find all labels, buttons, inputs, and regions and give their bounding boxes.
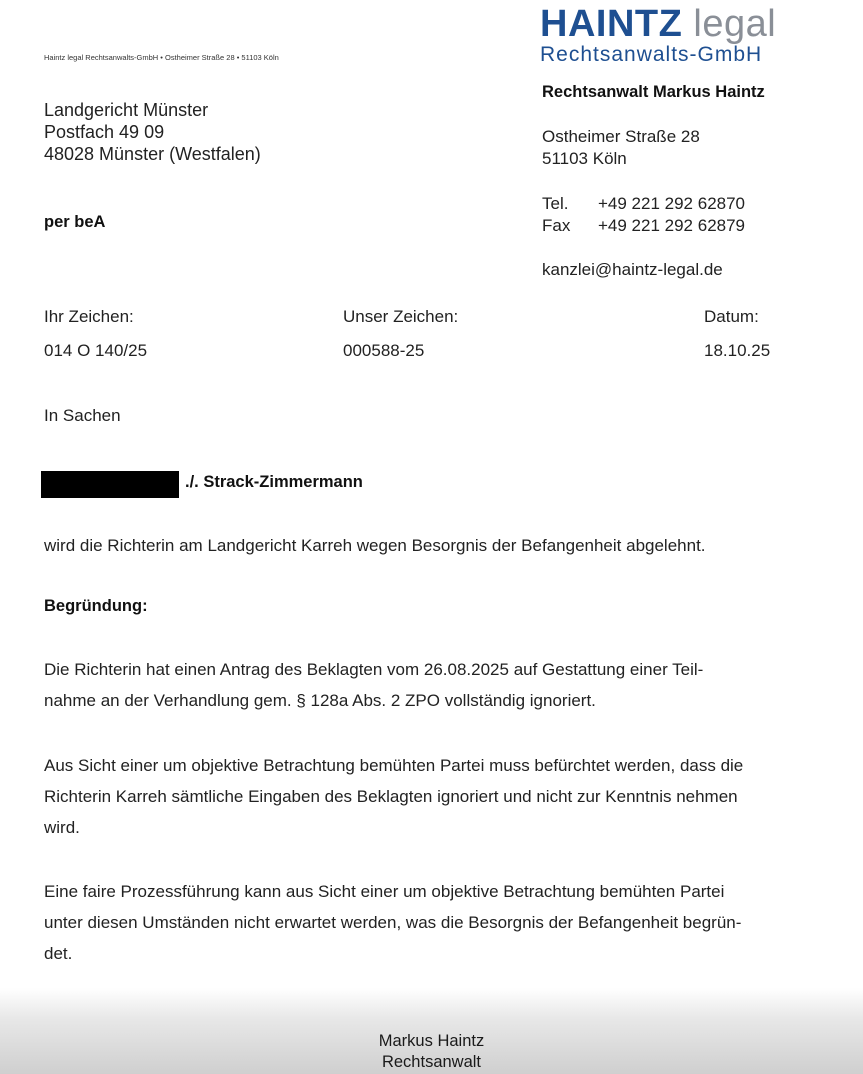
sender-address <box>542 126 700 170</box>
signature-name: Markus Haintz <box>378 1032 485 1050</box>
motion-line: wird die Richterin am Landgericht Karreh wegen Besorgnis der Befangenheit abgelehnt. <box>44 536 706 555</box>
signature-title: Rechtsanwalt <box>381 1053 482 1071</box>
sender-street: Ostheimer Straße 28 <box>542 127 700 146</box>
parties: ./. Strack-Zimmermann <box>185 473 363 491</box>
paragraph-line: Die Richterin hat einen Antrag des Beklagten vom 26.08.2025 auf Gestattung einer Teil- <box>44 660 704 679</box>
signature-block <box>0 1031 863 1073</box>
phone-label: Tel. <box>542 194 569 213</box>
fax-number: +49 221 292 62879 <box>598 216 746 235</box>
sender-city: 51103 Köln <box>542 149 627 168</box>
datum-value: 18.10.25 <box>704 341 771 360</box>
paragraph-line: Richterin Karreh sämtliche Eingaben des Beklagten ignoriert und nicht zur Kenntnis nehmen <box>44 787 738 806</box>
redacted-party <box>41 471 179 498</box>
logo-suffix: legal <box>693 3 777 45</box>
unser-zeichen-label: Unser Zeichen: <box>343 307 459 326</box>
paragraph-line: unter diesen Umständen nicht erwartet werden, was die Besorgnis der Befangenheit begrün- <box>44 913 742 932</box>
recipient-address <box>44 99 261 165</box>
lawyer-name: Rechtsanwalt Markus Haintz <box>542 83 765 101</box>
paragraph-3 <box>44 876 741 969</box>
logo-subtitle: Rechtsanwalts-GmbH <box>540 43 763 66</box>
sender-return-line: Haintz legal Rechtsanwalts-GmbH • Ostheimer Straße 28 • 51103 Köln <box>44 53 279 62</box>
company-logo <box>540 2 776 46</box>
paragraph-line: Eine faire Prozessführung kann aus Sicht einer um objektive Betrachtung bemühten Partei <box>44 882 725 901</box>
paragraph-2 <box>44 750 743 843</box>
motion-text <box>44 530 706 561</box>
email-address: kanzlei@haintz-legal.de <box>542 260 723 279</box>
ihr-zeichen-value: 014 O 140/25 <box>44 341 148 360</box>
contact-block <box>542 193 745 237</box>
delivery-method: per beA <box>44 213 106 231</box>
recipient-line-3: 48028 Münster (Westfalen) <box>44 144 261 164</box>
datum-label: Datum: <box>704 307 759 326</box>
section-heading: Begründung: <box>44 597 148 615</box>
paragraph-line: det. <box>44 944 73 963</box>
ihr-zeichen-label: Ihr Zeichen: <box>44 307 134 326</box>
paragraph-line: Aus Sicht einer um objektive Betrachtung bemühten Partei muss befürchtet werden, dass die <box>44 756 744 775</box>
fax-label: Fax <box>542 216 571 235</box>
phone-number: +49 221 292 62870 <box>598 194 746 213</box>
paragraph-line: nahme an der Verhandlung gem. § 128a Abs. 2 ZPO vollständig ignoriert. <box>44 691 596 710</box>
recipient-line-1: Landgericht Münster <box>44 100 209 120</box>
in-sachen: In Sachen <box>44 406 121 425</box>
recipient-line-2: Postfach 49 09 <box>44 122 165 142</box>
fax-row <box>542 215 745 237</box>
unser-zeichen-value: 000588-25 <box>343 341 425 360</box>
phone-row <box>542 193 745 215</box>
paragraph-1 <box>44 654 703 716</box>
logo-name: HAINTZ <box>540 3 683 45</box>
paragraph-line: wird. <box>44 818 80 837</box>
